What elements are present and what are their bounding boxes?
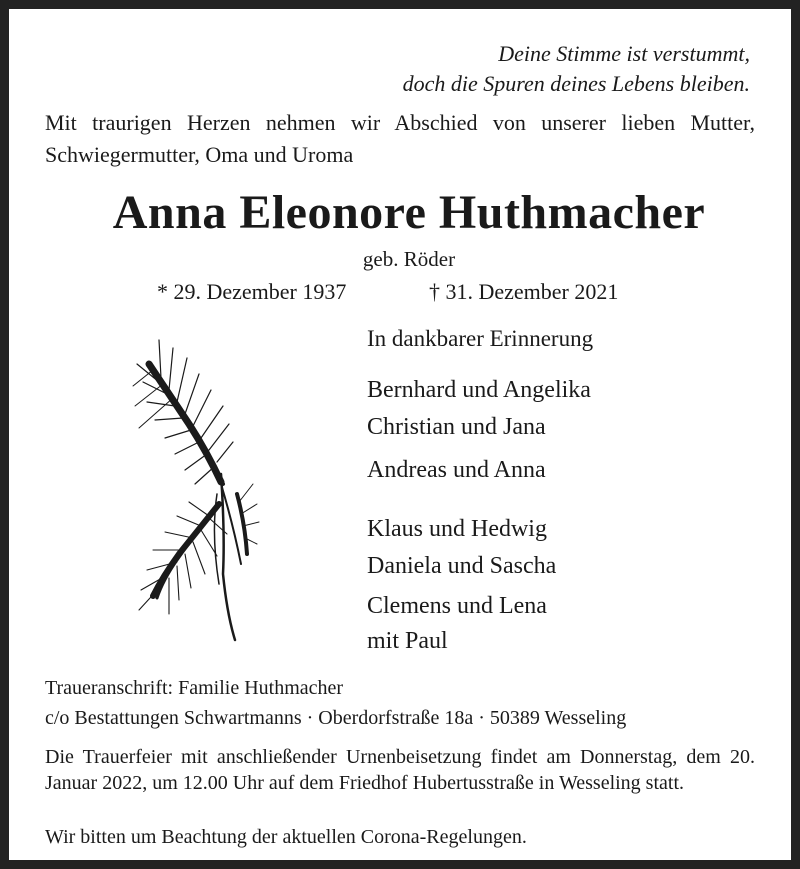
- corona-note: Wir bitten um Beachtung der aktuellen Corona-Regelungen.: [45, 826, 527, 848]
- mourner-1: Bernhard und Angelika: [367, 377, 591, 403]
- remembrance-line: In dankbarer Erinnerung: [367, 326, 594, 351]
- quote-line-2: doch die Spuren deines Lebens bleiben.: [402, 71, 750, 96]
- address-line-2: c/o Bestattungen Schwartmanns · Oberdorfstraße 18a · 50389 Wesseling: [45, 707, 627, 729]
- wheat-ear-icon: [129, 334, 269, 644]
- deceased-name: Anna Eleonore Huthmacher: [112, 186, 706, 239]
- mourner-4: Klaus und Hedwig: [367, 516, 547, 542]
- ceremony-text: Die Trauerfeier mit anschließender Urnenbeisetzung findet am Donnerstag, dem 20. Januar 2022, um 12.00 Uhr auf dem Friedhof Hubertusstraße in Wesseling statt.: [45, 746, 755, 794]
- mourner-7: mit Paul: [367, 628, 448, 654]
- mourner-2: Christian und Jana: [367, 414, 546, 440]
- mourner-3: Andreas und Anna: [367, 457, 546, 483]
- birth-date: * 29. Dezember 1937: [157, 279, 347, 304]
- quote-line-1: Deine Stimme ist verstummt,: [498, 41, 750, 66]
- mourner-6: Clemens und Lena: [367, 593, 547, 619]
- intro-text: Mit traurigen Herzen nehmen wir Abschied von unserer lieben Mutter, Schwiegermutter, Oma und Uroma: [45, 110, 755, 167]
- maiden-name: geb. Röder: [362, 247, 456, 271]
- address-line-1: Traueranschrift: Familie Huthmacher: [45, 677, 344, 699]
- death-date: † 31. Dezember 2021: [429, 279, 619, 304]
- mourner-5: Daniela und Sascha: [367, 553, 557, 579]
